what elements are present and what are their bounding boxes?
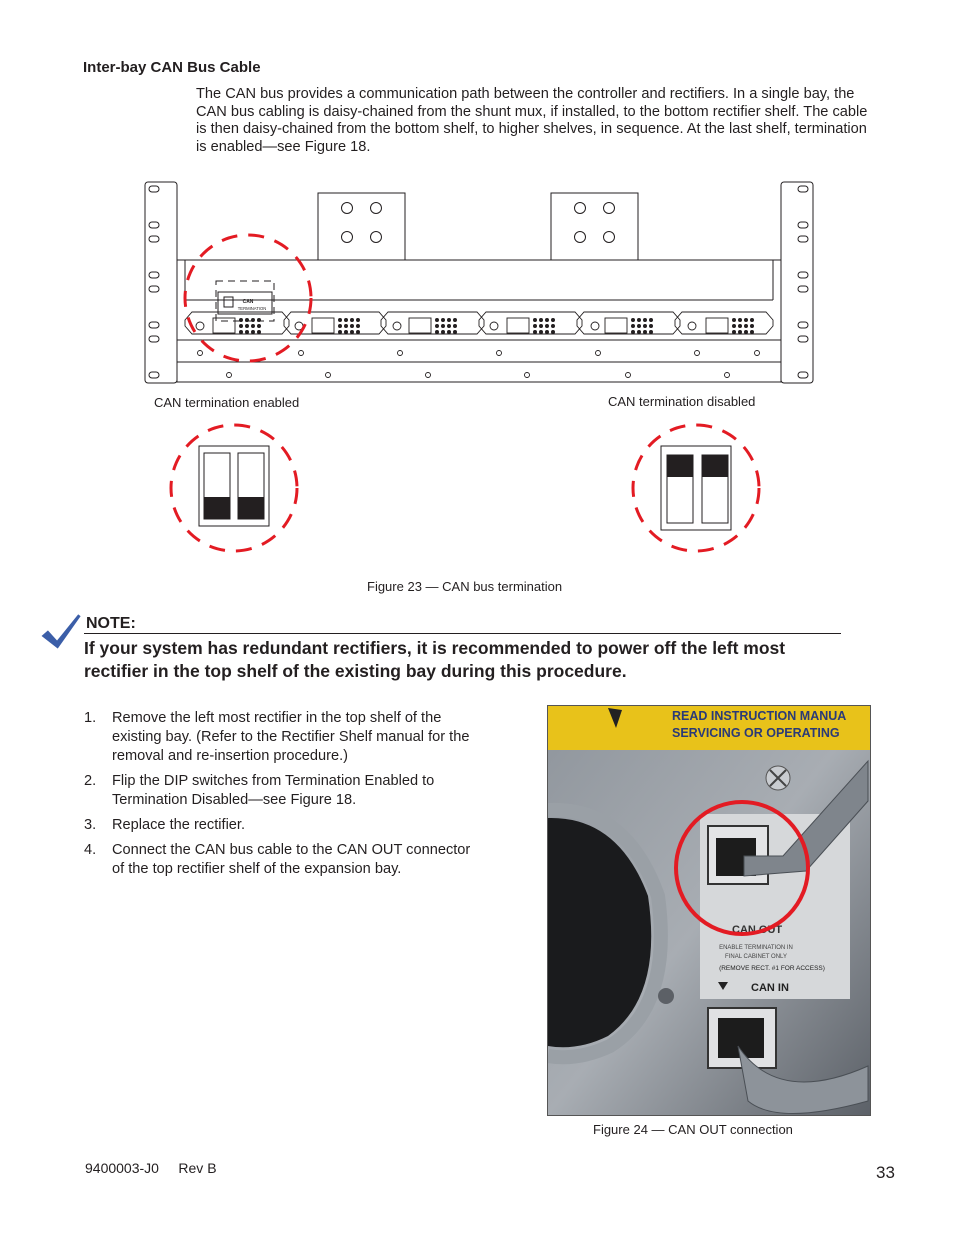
step-number: 1. xyxy=(84,710,97,726)
photo-small-text-1: ENABLE TERMINATION IN xyxy=(719,945,793,951)
procedure-steps xyxy=(84,709,484,885)
shelf-diagram xyxy=(0,0,954,600)
list-item xyxy=(84,816,484,835)
page-number: 33 xyxy=(876,1163,895,1182)
warning-text-1: READ INSTRUCTION MANUA xyxy=(672,709,847,723)
footer-doc-info xyxy=(85,1160,217,1176)
list-item xyxy=(84,772,484,810)
can-out-photo xyxy=(547,705,871,1116)
list-item xyxy=(84,841,484,879)
panel-label-can: CAN xyxy=(242,299,254,305)
panel-label-termination: TERMINATION xyxy=(237,306,267,311)
dip-switch-1-enabled xyxy=(204,497,230,519)
step-number: 4. xyxy=(84,842,97,858)
step-text: Remove the left most rectifier in the top shelf of the existing bay. (Refer to the Rectifier Shelf manual for the removal and re-insertion procedure.) xyxy=(112,710,470,764)
can-out-label: CAN OUT xyxy=(732,924,783,936)
doc-number: 9400003-J0 xyxy=(85,1160,159,1176)
doc-revision: Rev B xyxy=(178,1160,217,1176)
figure-23-caption: Figure 23 — CAN bus termination xyxy=(367,579,563,594)
dip-switch-2-disabled xyxy=(702,455,728,477)
note-divider xyxy=(84,633,841,634)
step-number: 2. xyxy=(84,773,97,789)
label-termination-disabled: CAN termination disabled xyxy=(608,394,756,409)
list-item xyxy=(84,709,484,766)
step-text: Connect the CAN bus cable to the CAN OUT connector of the top rectifier shelf of the expansion bay. xyxy=(112,842,471,877)
photo-small-text-3: (REMOVE RECT. #1 FOR ACCESS) xyxy=(719,965,825,972)
section-title: Inter-bay CAN Bus Cable xyxy=(83,59,261,76)
dip-switch-2-enabled xyxy=(238,497,264,519)
warning-text-2: SERVICING OR OPERATING xyxy=(672,726,840,740)
note-label: NOTE: xyxy=(86,615,136,632)
step-text: Replace the rectifier. xyxy=(112,817,246,833)
step-number: 3. xyxy=(84,817,97,833)
step-text: Flip the DIP switches from Termination Enabled to Termination Disabled—see Figure 18. xyxy=(112,773,435,808)
can-in-label: CAN IN xyxy=(751,982,789,994)
dip-switch-1-disabled xyxy=(667,455,693,477)
label-termination-enabled: CAN termination enabled xyxy=(154,395,300,410)
figure-24-caption: Figure 24 — CAN OUT connection xyxy=(593,1122,793,1137)
photo-small-text-2: FINAL CABINET ONLY xyxy=(725,954,787,960)
checkmark-icon xyxy=(38,610,84,654)
note-text: If your system has redundant rectifiers, it is recommended to power off the left most rectifier in the top shelf of the existing bay during this procedure. xyxy=(84,638,786,681)
intro-paragraph: The CAN bus provides a communication path between the controller and rectifiers. In a single bay, the CAN bus cabling is daisy-chained from the shunt mux, if installed, to the bottom rectifier shelf. The cable is then daisy-chained from the bottom shelf, to higher shelves, in sequence. At the last shelf, termination is enabled—see Figure 18. xyxy=(196,86,868,155)
highlight-circle-panel xyxy=(185,235,311,361)
